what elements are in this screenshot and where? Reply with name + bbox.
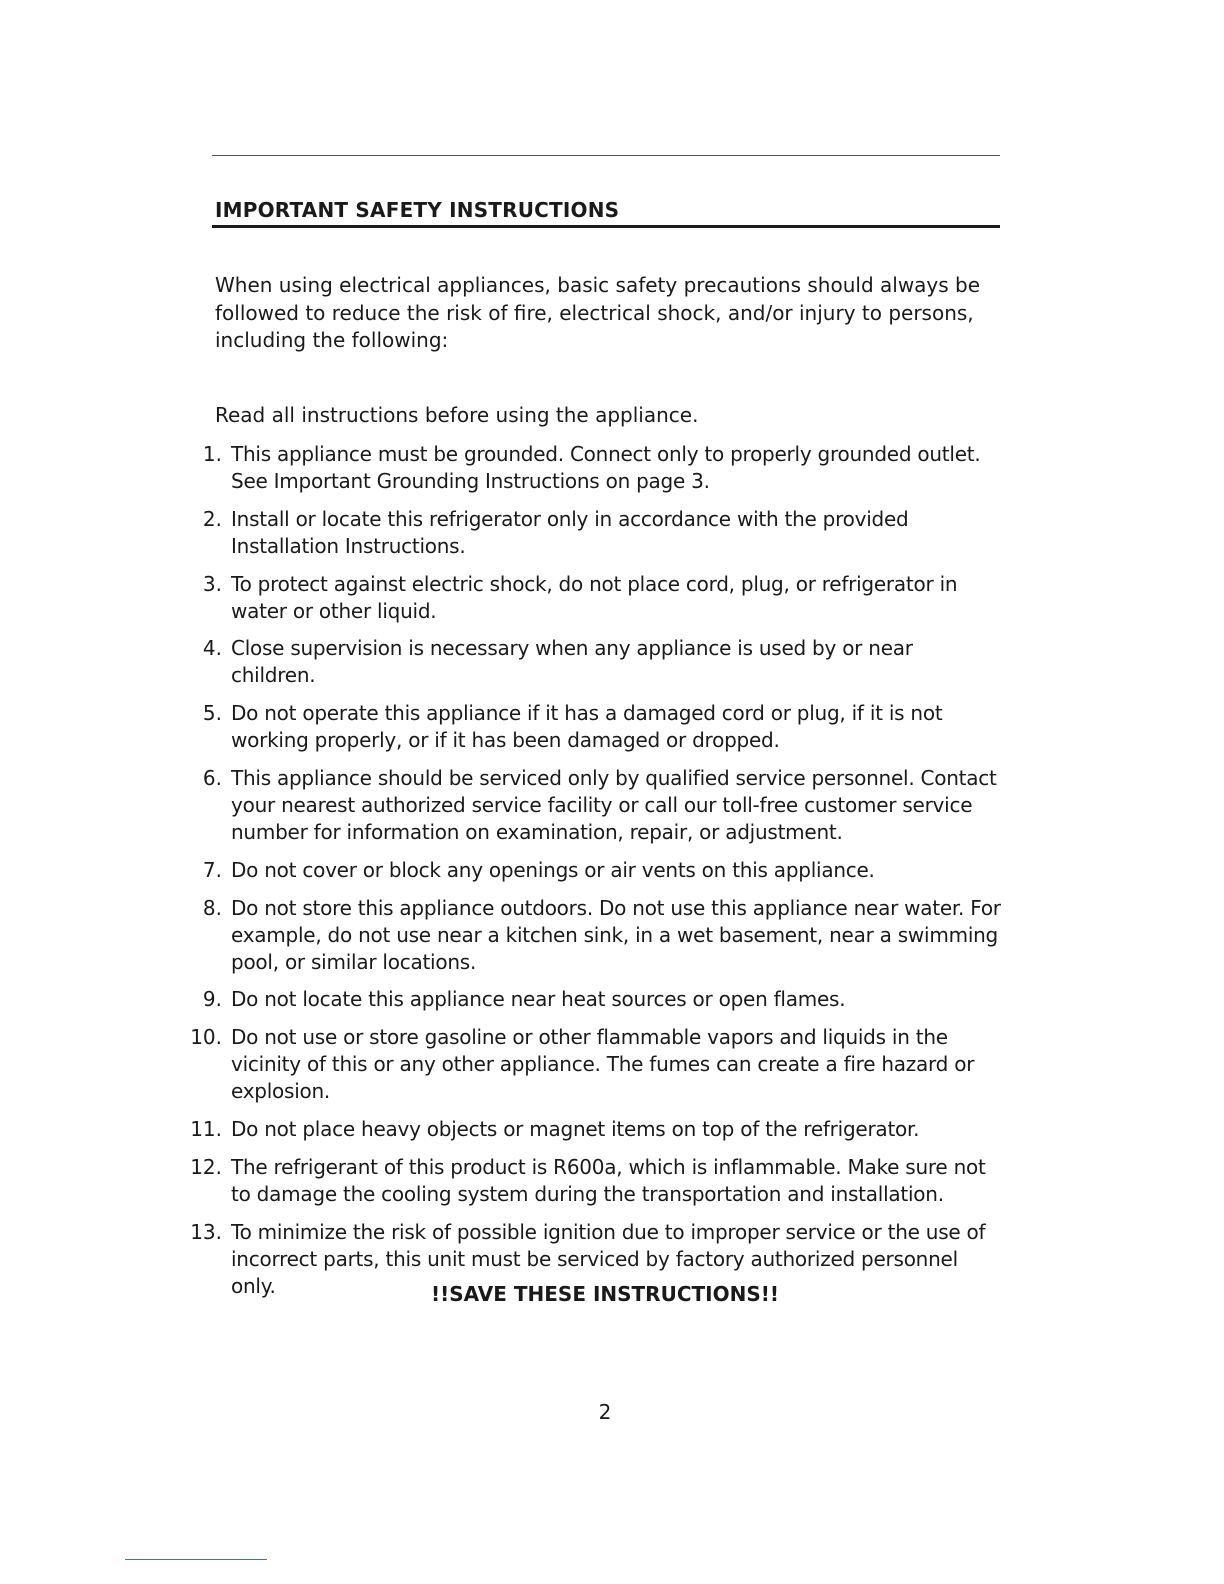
item-number: 13. bbox=[190, 1219, 222, 1244]
safety-instruction-list bbox=[0, 441, 1224, 1310]
item-number: 5. bbox=[202, 701, 222, 726]
top-divider bbox=[212, 155, 1000, 156]
list-item bbox=[0, 1154, 1003, 1208]
item-number: 7. bbox=[202, 857, 222, 882]
item-text: Do not operate this appliance if it has a damaged cord or plug, if it is not working properly, or if it has been damaged or dropped. bbox=[231, 701, 943, 753]
list-item bbox=[0, 895, 1003, 976]
item-number: 11. bbox=[190, 1116, 222, 1141]
item-text: Do not use or store gasoline or other flammable vapors and liquids in the vicinity of this or any other appliance. The fumes can create a fire hazard or explosion. bbox=[231, 1025, 975, 1104]
list-item bbox=[0, 506, 1003, 560]
item-text: To minimize the risk of possible ignition due to improper service or the use of incorrect parts, this unit must be serviced by factory authorized personnel only. bbox=[231, 1219, 986, 1298]
item-text: Do not place heavy objects or magnet items on top of the refrigerator. bbox=[231, 1116, 920, 1141]
item-text: Do not locate this appliance near heat sources or open flames. bbox=[231, 987, 846, 1012]
item-number: 12. bbox=[190, 1154, 222, 1179]
footnote-rule bbox=[125, 1559, 267, 1560]
heading-underline bbox=[212, 225, 1000, 228]
intro-paragraph: When using electrical appliances, basic safety precautions should always be followed to reduce the risk of fire, electrical shock, and/or injury to persons, including the following: bbox=[215, 273, 981, 352]
list-item bbox=[0, 441, 1003, 495]
list-item bbox=[0, 986, 1003, 1013]
item-number: 3. bbox=[202, 571, 222, 596]
list-item bbox=[0, 635, 1003, 689]
item-text: This appliance should be serviced only by qualified service personnel. Contact your nearest authorized service facility or call our toll-free customer service number for information on examination, repair, or adjustment. bbox=[231, 765, 997, 844]
save-instructions-notice: !!SAVE THESE INSTRUCTIONS!! bbox=[431, 1282, 779, 1306]
page-number: 2 bbox=[598, 1400, 612, 1424]
item-number: 8. bbox=[202, 895, 222, 920]
list-item bbox=[0, 1116, 1003, 1143]
item-number: 2. bbox=[202, 506, 222, 531]
list-item bbox=[0, 700, 1003, 754]
list-item bbox=[0, 765, 1003, 846]
item-text: To protect against electric shock, do not place cord, plug, or refrigerator in water or other liquid. bbox=[231, 571, 958, 623]
item-number: 10. bbox=[190, 1025, 222, 1050]
item-number: 4. bbox=[202, 636, 222, 661]
item-number: 9. bbox=[202, 987, 222, 1012]
list-item bbox=[0, 857, 1003, 884]
list-item bbox=[0, 1024, 1003, 1105]
section-heading: IMPORTANT SAFETY INSTRUCTIONS bbox=[215, 198, 620, 222]
item-number: 1. bbox=[202, 442, 222, 466]
item-text: The refrigerant of this product is R600a, which is inflammable. Make sure not to damage the cooling system during the transportation and installation. bbox=[231, 1154, 986, 1206]
item-text: Close supervision is necessary when any appliance is used by or near children. bbox=[231, 636, 913, 688]
item-text: Do not store this appliance outdoors. Do not use this appliance near water. For example, do not use near a kitchen sink, in a wet basement, near a swimming pool, or similar locations. bbox=[231, 895, 1001, 974]
item-text: Install or locate this refrigerator only in accordance with the provided Installation Instructions. bbox=[231, 506, 909, 558]
item-number: 6. bbox=[202, 765, 222, 790]
item-text: This appliance must be grounded. Connect only to properly grounded outlet. See Important Grounding Instructions on page 3. bbox=[231, 442, 981, 493]
item-text: Do not cover or block any openings or air vents on this appliance. bbox=[231, 857, 875, 882]
read-all-instruction: Read all instructions before using the appliance. bbox=[215, 403, 699, 427]
list-item bbox=[0, 571, 1003, 625]
